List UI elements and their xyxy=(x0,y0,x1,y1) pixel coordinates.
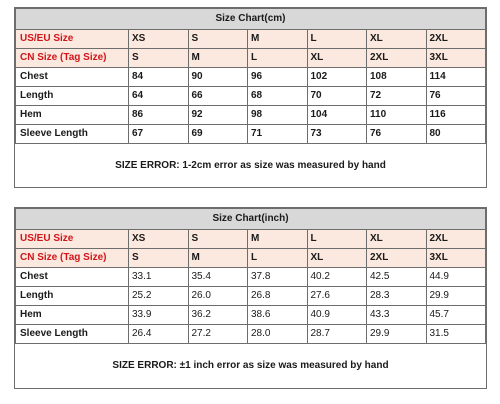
table-cell: 66 xyxy=(188,87,248,106)
table-cell: 33.9 xyxy=(129,306,189,325)
table-cell: 33.1 xyxy=(129,268,189,287)
row-label: Length xyxy=(16,287,129,306)
table-cell: 2XL xyxy=(367,49,427,68)
table-cell: 36.2 xyxy=(188,306,248,325)
table-cell: 31.5 xyxy=(426,325,486,344)
row-label: Sleeve Length xyxy=(16,125,129,144)
table-cell: 44.9 xyxy=(426,268,486,287)
table-row xyxy=(16,287,486,306)
table-cell: 90 xyxy=(188,68,248,87)
table-cell: 71 xyxy=(248,125,308,144)
table-cell: 27.6 xyxy=(307,287,367,306)
table-row xyxy=(16,30,486,49)
table-cell: 67 xyxy=(129,125,189,144)
table-row xyxy=(16,268,486,287)
table-cell: 92 xyxy=(188,106,248,125)
table-cell: 28.7 xyxy=(307,325,367,344)
table-cell: 96 xyxy=(248,68,308,87)
table-cell: XS xyxy=(129,230,189,249)
row-label: Hem xyxy=(16,106,129,125)
table-cell: XS xyxy=(129,30,189,49)
table-cell: 28.0 xyxy=(248,325,308,344)
table-cell: 73 xyxy=(307,125,367,144)
table-row xyxy=(16,68,486,87)
table-cell: 42.5 xyxy=(367,268,427,287)
table-cell: 98 xyxy=(248,106,308,125)
table-cell: 2XL xyxy=(426,230,486,249)
table-cell: 3XL xyxy=(426,49,486,68)
table-cell: M xyxy=(188,49,248,68)
table-cell: 26.4 xyxy=(129,325,189,344)
row-label: US/EU Size xyxy=(16,30,129,49)
table-cell: 38.6 xyxy=(248,306,308,325)
table-cell: 102 xyxy=(307,68,367,87)
row-label: CN Size (Tag Size) xyxy=(16,49,129,68)
table-cell: 45.7 xyxy=(426,306,486,325)
table-row xyxy=(16,49,486,68)
row-label: Sleeve Length xyxy=(16,325,129,344)
row-label: Length xyxy=(16,87,129,106)
table-cell: 40.9 xyxy=(307,306,367,325)
table-cell: 86 xyxy=(129,106,189,125)
table-cell: 110 xyxy=(367,106,427,125)
table-row xyxy=(16,106,486,125)
table-cell: XL xyxy=(307,49,367,68)
size-chart-inch xyxy=(14,207,487,389)
table-row xyxy=(16,306,486,325)
table-cell: 84 xyxy=(129,68,189,87)
table-cell: 29.9 xyxy=(426,287,486,306)
table-cell: S xyxy=(188,230,248,249)
table-cell: 29.9 xyxy=(367,325,427,344)
table-cell: M xyxy=(248,30,308,49)
table-title: Size Chart(cm) xyxy=(16,9,486,30)
table-cell: XL xyxy=(307,249,367,268)
table-cell: M xyxy=(188,249,248,268)
row-label: CN Size (Tag Size) xyxy=(16,249,129,268)
row-label: Hem xyxy=(16,306,129,325)
table-cell: XL xyxy=(367,30,427,49)
row-label: US/EU Size xyxy=(16,230,129,249)
table-cell: 70 xyxy=(307,87,367,106)
row-label: Chest xyxy=(16,68,129,87)
table-title: Size Chart(inch) xyxy=(16,209,486,230)
table-cell: 76 xyxy=(367,125,427,144)
size-chart-cm xyxy=(14,7,487,188)
table-cell: 2XL xyxy=(426,30,486,49)
table-body xyxy=(16,230,486,344)
table-cell: 108 xyxy=(367,68,427,87)
table-cell: 104 xyxy=(307,106,367,125)
table-cell: 116 xyxy=(426,106,486,125)
table-cell: S xyxy=(188,30,248,49)
table-row xyxy=(16,230,486,249)
row-label: Chest xyxy=(16,268,129,287)
table-cell: 64 xyxy=(129,87,189,106)
table-body xyxy=(16,30,486,144)
table-cell: L xyxy=(248,49,308,68)
table-cell: L xyxy=(248,249,308,268)
table-cell: 69 xyxy=(188,125,248,144)
table-cell: M xyxy=(248,230,308,249)
table-cell: 37.8 xyxy=(248,268,308,287)
table-cell: L xyxy=(307,230,367,249)
table-row xyxy=(16,125,486,144)
table-cell: L xyxy=(307,30,367,49)
table-cell: 35.4 xyxy=(188,268,248,287)
table-cell: 26.0 xyxy=(188,287,248,306)
table-cell: 43.3 xyxy=(367,306,427,325)
table-cell: 25.2 xyxy=(129,287,189,306)
table-row xyxy=(16,87,486,106)
table-row xyxy=(16,249,486,268)
table-cell: 72 xyxy=(367,87,427,106)
table-cell: 26.8 xyxy=(248,287,308,306)
table-cell: S xyxy=(129,249,189,268)
table-cell: 68 xyxy=(248,87,308,106)
table-cell: 2XL xyxy=(367,249,427,268)
table-cell: 28.3 xyxy=(367,287,427,306)
table-cell: XL xyxy=(367,230,427,249)
table-cell: 80 xyxy=(426,125,486,144)
size-table-inch xyxy=(15,208,486,344)
table-cell: 76 xyxy=(426,87,486,106)
size-error-note: SIZE ERROR: ±1 inch error as size was measured by hand xyxy=(112,360,389,371)
table-cell: 114 xyxy=(426,68,486,87)
size-error-note: SIZE ERROR: 1-2cm error as size was measured by hand xyxy=(115,160,386,171)
table-row xyxy=(16,325,486,344)
table-cell: S xyxy=(129,49,189,68)
table-cell: 27.2 xyxy=(188,325,248,344)
table-cell: 3XL xyxy=(426,249,486,268)
table-cell: 40.2 xyxy=(307,268,367,287)
size-table-cm xyxy=(15,8,486,144)
